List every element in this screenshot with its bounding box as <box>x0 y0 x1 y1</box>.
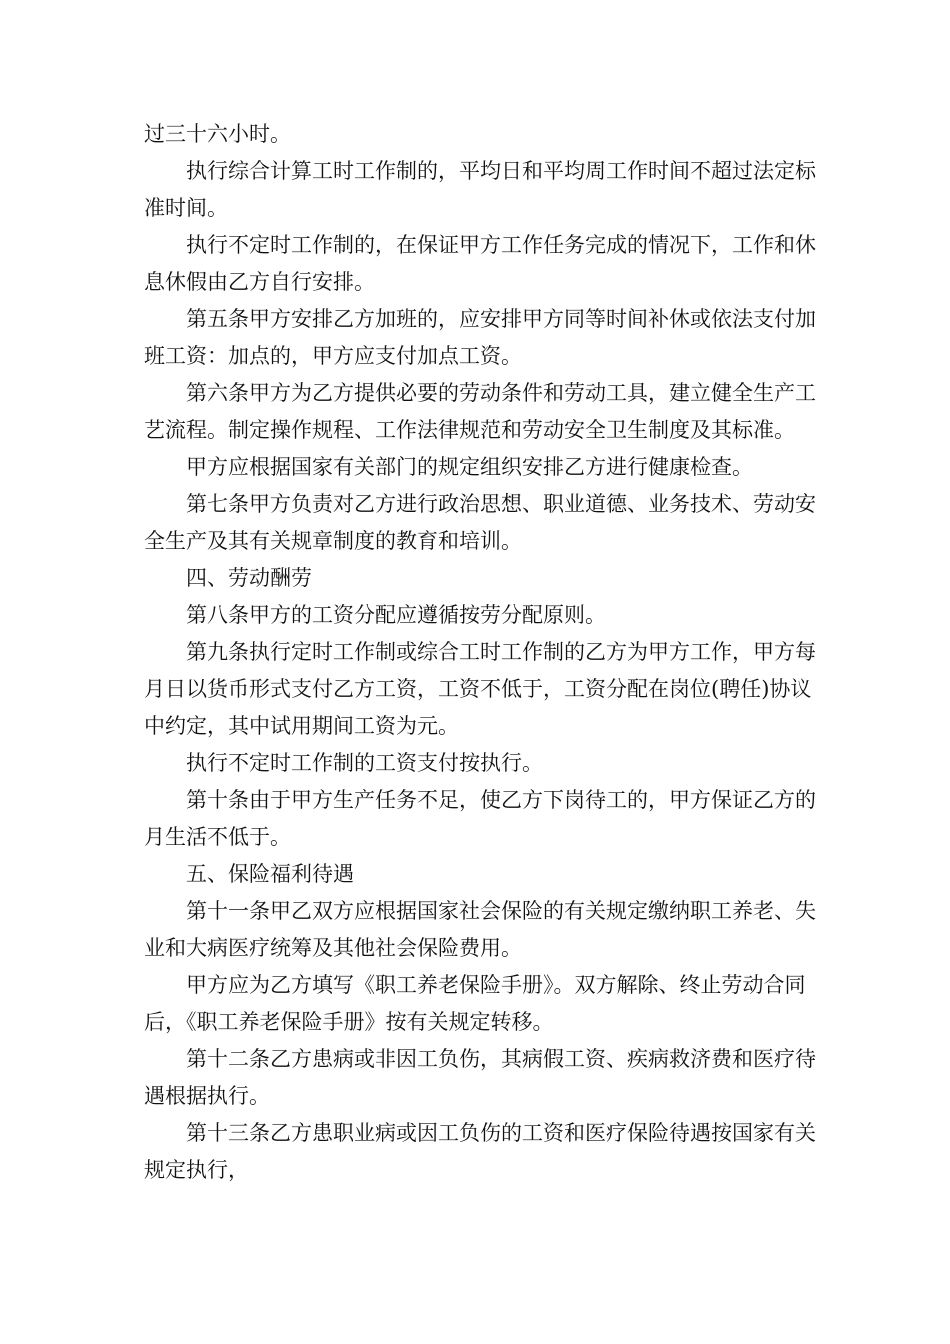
document-page <box>144 116 816 1189</box>
paragraph-continuation: 过三十六小时。 <box>144 122 291 146</box>
paragraph-article-10: 第十条由于甲方生产任务不足，使乙方下岗待工的，甲方保证乙方的月生活不低于。 <box>144 788 816 849</box>
paragraph-article-12: 第十二条乙方患病或非因工负伤，其病假工资、疾病救济费和医疗待遇根据执行。 <box>144 1047 816 1108</box>
paragraph-comprehensive-hours: 执行综合计算工时工作制的，平均日和平均周工作时间不超过法定标准时间。 <box>144 159 816 220</box>
paragraph-article-6: 第六条甲方为乙方提供必要的劳动条件和劳动工具，建立健全生产工艺流程。制定操作规程、工作法律规范和劳动安全卫生制度及其标准。 <box>144 381 816 442</box>
paragraph-article-13: 第十三条乙方患职业病或因工负伤的工资和医疗保险待遇按国家有关规定执行， <box>144 1121 816 1182</box>
section-heading-compensation: 四、劳动酬劳 <box>186 566 312 590</box>
paragraph-article-5: 第五条甲方安排乙方加班的，应安排甲方同等时间补休或依法支付加班工资：加点的，甲方应支付加点工资。 <box>144 307 816 368</box>
section-heading-insurance: 五、保险福利待遇 <box>186 862 354 886</box>
paragraph-article-11: 第十一条甲乙双方应根据国家社会保险的有关规定缴纳职工养老、失业和大病医疗统筹及其他社会保险费用。 <box>144 899 816 960</box>
paragraph-flexible-wage: 执行不定时工作制的工资支付按执行。 <box>186 751 543 775</box>
paragraph-health-check: 甲方应根据国家有关部门的规定组织安排乙方进行健康检查。 <box>186 455 753 479</box>
paragraph-article-9: 第九条执行定时工作制或综合工时工作制的乙方为甲方工作，甲方每月日以货币形式支付乙方工资，工资不低于，工资分配在岗位(聘任)协议中约定，其中试用期间工资为元。 <box>144 640 816 738</box>
paragraph-pension-handbook: 甲方应为乙方填写《职工养老保险手册》。双方解除、终止劳动合同后，《职工养老保险手册》按有关规定转移。 <box>144 973 806 1034</box>
paragraph-flexible-hours: 执行不定时工作制的，在保证甲方工作任务完成的情况下，工作和休息休假由乙方自行安排。 <box>144 233 816 294</box>
paragraph-article-8: 第八条甲方的工资分配应遵循按劳分配原则。 <box>186 603 606 627</box>
paragraph-article-7: 第七条甲方负责对乙方进行政治思想、职业道德、业务技术、劳动安全生产及其有关规章制度的教育和培训。 <box>144 492 816 553</box>
